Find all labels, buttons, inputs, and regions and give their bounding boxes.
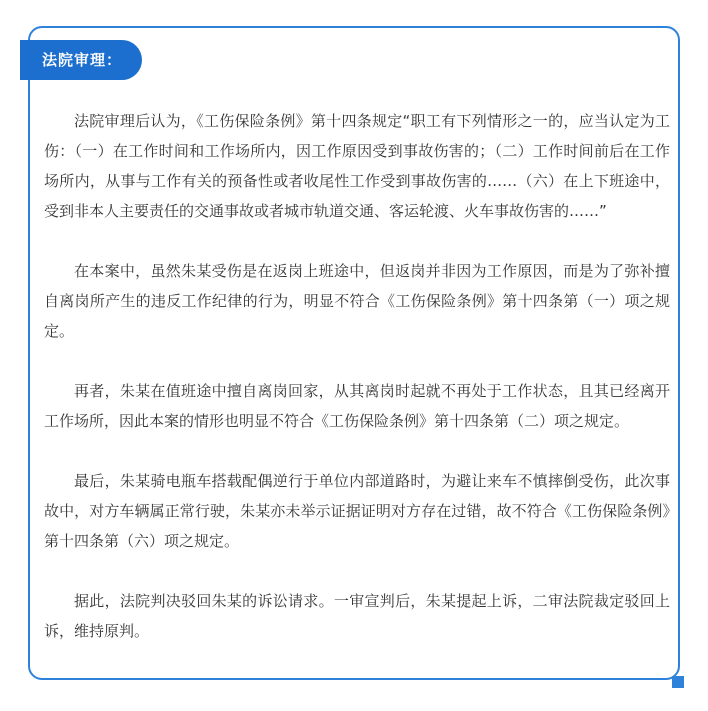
paragraph-work-status: 再者，朱某在值班途中擅自离岗回家，从其离岗时起就不再处于工作状态，且其已经离开工作场所，因此本案的情形也明显不符合《工伤保险条例》第十四条第（二）项之规定。	[44, 382, 670, 430]
paragraph-judgment: 据此，法院判决驳回朱某的诉讼请求。一审宣判后，朱某提起上诉，二审法院裁定驳回上诉，维持原判。	[44, 592, 670, 640]
article-body	[44, 106, 670, 646]
section-title: 法院审理：	[42, 51, 123, 69]
section-title-badge	[20, 40, 142, 80]
paragraph-accident-fault: 最后，朱某骑电瓶车搭载配偶逆行于单位内部道路时，为避让来车不慎摔倒受伤，此次事故中，对方车辆属正常行驶，朱某亦未举示证据证明对方存在过错，故不符合《工伤保险条例》第十四条第（六）项之规定。	[44, 472, 670, 550]
paragraph-case-analysis: 在本案中，虽然朱某受伤是在返岗上班途中，但返岗并非因为工作原因，而是为了弥补擅自离岗所产生的违反工作纪律的行为，明显不符合《工伤保险条例》第十四条第（一）项之规定。	[44, 262, 670, 340]
paragraph-court-reasoning: 法院审理后认为，《工伤保险条例》第十四条规定“职工有下列情形之一的，应当认定为工伤：（一）在工作时间和工作场所内，因工作原因受到事故伤害的；（二）工作时间前后在工作场所内，从事与工作有关的预备性或者收尾性工作受到事故伤害的……（六）在上下班途中，受到非本人主要责任的交通事故或者城市轨道交通、客运轮渡、火车事故伤害的……”	[44, 112, 670, 220]
corner-decoration	[672, 676, 684, 688]
